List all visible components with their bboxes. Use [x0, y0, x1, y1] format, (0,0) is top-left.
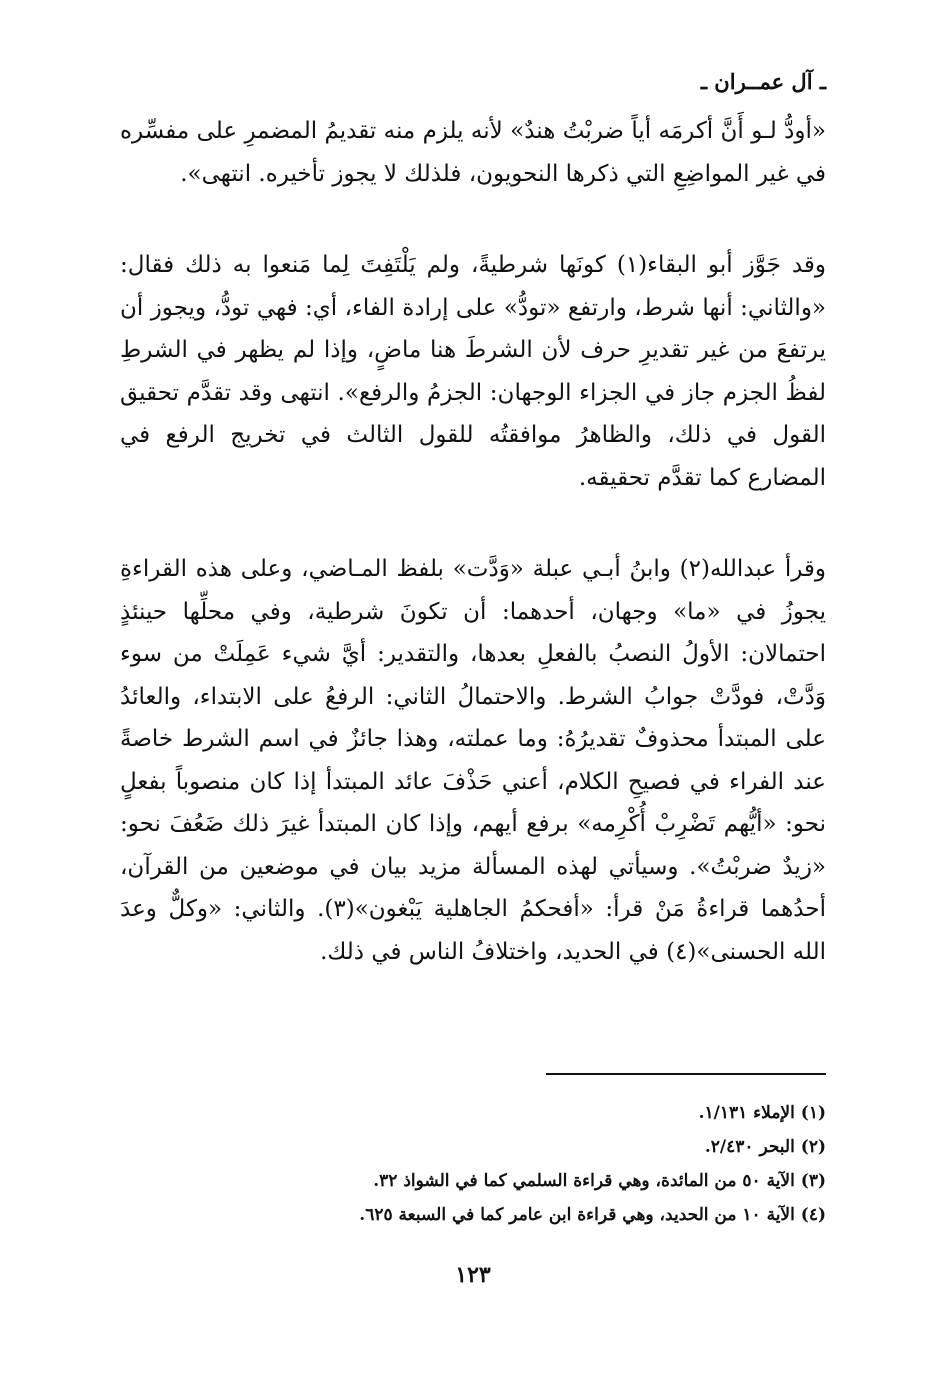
footnote-2: (٢) البحر ٢/٤٣٠. [704, 1137, 826, 1157]
footnote-3: (٣) الآية ٥٠ من المائدة، وهي قراءة السلمي كما في الشواذ ٣٢. [373, 1171, 826, 1191]
footnote-divider [546, 1073, 826, 1075]
paragraph-1: «أودُّ لـو أَنَّ أكرمَه أياً ضربْتُ هندٌ» لأنه يلزم منه تقديمُ المضمرِ على مفسِّره في غير المواضِعِ التي ذكرها النحويون، فلذلك لا يجوز تأخيره. انتهى». [120, 118, 826, 187]
footnote-4: (٤) الآية ١٠ من الحديد، وهي قراءة ابن عامر كما في السبعة ٦٢٥. [359, 1205, 826, 1225]
paragraph-2: وقد جَوَّز أبو البقاء(١) كونَها شرطيةً، ولم يَلْتَفِتَ لِما مَنعوا به ذلك فقال: «والثاني: أنها شرط، وارتفع «تودُّ» على إرادة الفاء، أي: فهي تودُّ، ويجوز أن يرتفعَ من غير تقديرِ حرف لأن الشرطَ هنا ماضٍ، وإذا لم يظهر في الشرطِ لفظُ الجزم جاز في الجزاء الوجهان: الجزمُ والرفع». انتهى وقد تقدَّم تحقيق القول في ذلك، والظاهرُ موافقتُه للقول الثالث في تخريج الرفع في المضارع كما تقدَّم تحقيقه. [120, 252, 827, 491]
main-text [120, 110, 826, 973]
footnote-1: (١) الإملاء ١/١٣١. [698, 1103, 826, 1123]
footnotes [120, 1096, 826, 1232]
page-number: ١٢٣ [455, 1262, 491, 1288]
paragraph-3: وقرأ عبدالله(٢) وابنُ أبـي عبلة «وَدَّت» بلفظ المـاضي، وعلى هذه القراءةِ يجوزُ في «ما» وجهان، أحدهما: أن تكونَ شرطية، وفي محلِّها حينئذٍ احتمالان: الأولُ النصبُ بالفعلِ بعدها، والتقدير: أيَّ شيء عَمِلَتْ من سوء وَدَّتْ، فودَّتْ جوابُ الشرط. والاحتمالُ الثاني: الرفعُ على الابتداء، والعائدُ على المبتدأ محذوفٌ تقديرُهُ: وما عملته، وهذا جائزٌ في اسم الشرط خاصةً عند الفراء في فصيحِ الكلام، أعني حَذْفَ عائد المبتدأ إذا كان منصوباً بفعلٍ نحو: «أيُّهم تَضْرِبْ أُكْرِمه» برفع أيهم، وإذا كان المبتدأ غيرَ ذلك ضَعُفَ نحو: «زيدٌ ضربْتُ». وسيأتي لهذه المسألة مزيد بيان في موضعين من القرآن، أحدُهما قراءةُ مَنْ قرأ: «أفحكمُ الجاهلية يَبْغون»(٣). والثاني: «وكلٌّ وعدَ الله الحسنى»(٤) في الحديد، واختلافُ الناس في ذلك. [120, 556, 827, 965]
running-title: ـ آل عمــران ـ [700, 69, 826, 94]
